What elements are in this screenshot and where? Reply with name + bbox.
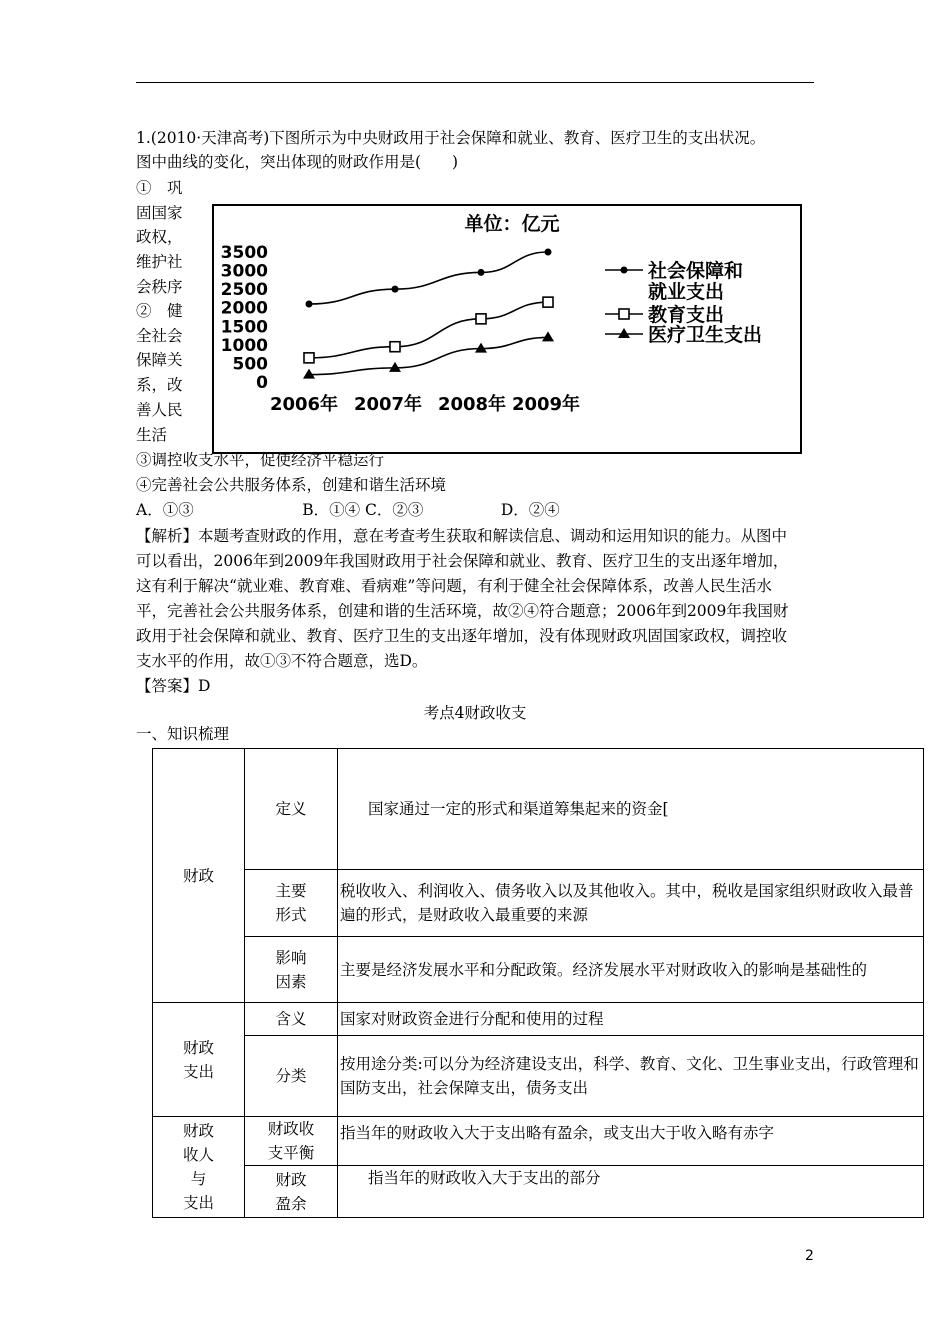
data-point <box>390 342 400 352</box>
header-line: 财政 <box>182 1122 214 1140</box>
data-point <box>304 353 314 363</box>
y-tick-label: 500 <box>232 354 268 375</box>
analysis-line: 支水平的作用，故①③不符合题意，选D。 <box>136 652 428 670</box>
option-2-line: 全社会 <box>136 326 183 345</box>
label-zhuyao <box>245 870 338 937</box>
option-2-line: 保障关 <box>136 351 183 370</box>
table-row <box>153 1117 924 1166</box>
option-1-line: 维护社 <box>136 253 183 272</box>
analysis-line: 可以看出，2006年到2009年我国财政用于社会保障和就业、教育、医疗卫生的支出逐年增加， <box>136 552 789 570</box>
table-row <box>153 1003 924 1036</box>
question-stem-1: 1.(2010·天津高考)下图所示为中央财政用于社会保障和就业、教育、医疗卫生的支出状况。 <box>136 129 766 147</box>
text-dingyi: 国家通过一定的形式和渠道筹集起来的资金[ <box>338 749 924 870</box>
analysis-line: 【解析】本题考查财政的作用，意在考查考生获取和解读信息、调动和运用知识的能力。从图中 <box>136 527 788 545</box>
chart-title: 单位：亿元 <box>464 213 560 235</box>
y-tick-label: 3500 <box>220 243 268 263</box>
question-stem-2: 图中曲线的变化，突出体现的财政作用是( ) <box>136 153 459 171</box>
legend-marker <box>619 309 629 319</box>
label-line: 形式 <box>275 906 307 924</box>
header-line: 与 <box>190 1170 207 1188</box>
text-zhuyao: 税收收入、利润收入、债务收入以及其他收入。其中，税收是国家组织财政收入最普遍的形式，是财政收入最重要的来源 <box>338 870 924 937</box>
y-tick-label: 2500 <box>220 280 268 301</box>
option-1-line: 固国家 <box>136 203 183 222</box>
section-title: 考点4财政收支 <box>423 704 527 722</box>
table-row <box>153 870 924 937</box>
label-pingheng <box>245 1117 338 1166</box>
label-line: 财政收 <box>267 1120 315 1138</box>
label-line: 财政 <box>275 1170 307 1189</box>
page-number: 2 <box>805 1248 814 1264</box>
label-line: 主要 <box>275 882 307 900</box>
legend-label: 就业支出 <box>648 281 725 303</box>
data-point <box>478 269 485 276</box>
label-line: 因素 <box>275 972 307 991</box>
data-point <box>476 314 486 324</box>
label-line: 影响 <box>275 948 307 967</box>
label-dingyi: 定义 <box>245 749 338 870</box>
option-2-line: 生活 <box>136 425 168 444</box>
y-tick-label: 1000 <box>220 335 268 356</box>
x-tick-label: 2009年 <box>511 394 581 415</box>
header-line: 财政 <box>182 1038 214 1057</box>
text-yingyu: 指当年的财政收入大于支出的部分 <box>338 1166 924 1218</box>
table-row <box>153 937 924 1003</box>
label-fenlei: 分类 <box>245 1036 338 1117</box>
text-yingxiang: 主要是经济发展水平和分配政策。经济发展水平对财政收入的影响是基础性的 <box>338 937 924 1003</box>
x-tick-label: 2006年 <box>269 394 339 415</box>
x-tick-label: 2007年 <box>353 394 423 415</box>
option-4: ④完善社会公共服务体系，创建和谐生活环境 <box>136 476 447 494</box>
header-line: 支出 <box>182 1062 214 1081</box>
option-1 <box>136 176 194 300</box>
subsection-title: 一、知识梳理 <box>136 725 230 743</box>
label-line: 盈余 <box>275 1194 307 1213</box>
legend-label: 医疗卫生支出 <box>648 324 763 346</box>
data-point <box>306 301 313 308</box>
header-line: 支出 <box>182 1194 214 1212</box>
table-row <box>153 1166 924 1218</box>
option-1-line: ① 巩 <box>136 179 183 197</box>
data-point <box>543 297 553 307</box>
option-2-line: 系，改 <box>136 376 183 395</box>
analysis-line: 政用于社会保障和就业、教育、医疗卫生的支出逐年增加，没有体现财政巩固国家政权，调控收 <box>136 627 788 645</box>
option-1-line: 会秩序 <box>136 277 183 296</box>
text-hanyi: 国家对财政资金进行分配和使用的过程 <box>338 1003 924 1036</box>
analysis-line: 平，完善社会公共服务体系，创建和谐的生活环境，故②④符合题意；2006年到2009年我国财 <box>136 602 789 620</box>
header-line: 收人 <box>182 1146 214 1164</box>
label-yingyu <box>245 1166 338 1218</box>
data-point <box>392 286 399 293</box>
data-point <box>545 249 552 256</box>
option-2 <box>136 299 194 447</box>
answer-choices: A．①③ B．①④ C．②③ D．②④ <box>136 501 560 519</box>
header-rule <box>136 82 814 83</box>
y-tick-label: 1500 <box>220 317 268 338</box>
legend-label: 教育支出 <box>648 304 725 326</box>
option-3: ③调控收支水平，促使经济平稳运行 <box>136 451 385 469</box>
y-tick-label: 2000 <box>220 298 268 319</box>
label-yingxiang <box>245 937 338 1003</box>
row-header-shouzhi <box>153 1117 245 1218</box>
table-row <box>153 749 924 870</box>
text-pingheng: 指当年的财政收入大于支出略有盈余，或支出大于收入略有赤字 <box>338 1117 924 1166</box>
option-1-line: 政权， <box>136 228 183 247</box>
table-row <box>153 1036 924 1117</box>
y-tick-label: 0 <box>256 373 268 393</box>
knowledge-table <box>152 748 924 1218</box>
label-line: 支平衡 <box>267 1144 315 1162</box>
legend-label: 社会保障和 <box>648 260 744 282</box>
x-tick-label: 2008年 <box>437 394 507 415</box>
row-header-zhichu <box>153 1003 245 1117</box>
option-2-line: ② 健 <box>136 302 183 320</box>
label-hanyi: 含义 <box>245 1003 338 1036</box>
row-header-caizheng: 财政 <box>153 749 245 1003</box>
text-fenlei: 按用途分类:可以分为经济建设支出，科学、教育、文化、卫生事业支出，行政管理和国防支出，社会保障支出，债务支出 <box>338 1036 924 1117</box>
legend-marker <box>621 267 628 274</box>
y-tick-label: 3000 <box>220 261 268 282</box>
analysis-line: 这有利于解决“就业难、教育难、看病难”等问题，有利于健全社会保障体系，改善人民生活水 <box>136 577 772 595</box>
option-2-line: 善人民 <box>136 400 183 419</box>
expenditure-line-chart <box>212 204 802 454</box>
answer: 【答案】D <box>136 677 211 695</box>
